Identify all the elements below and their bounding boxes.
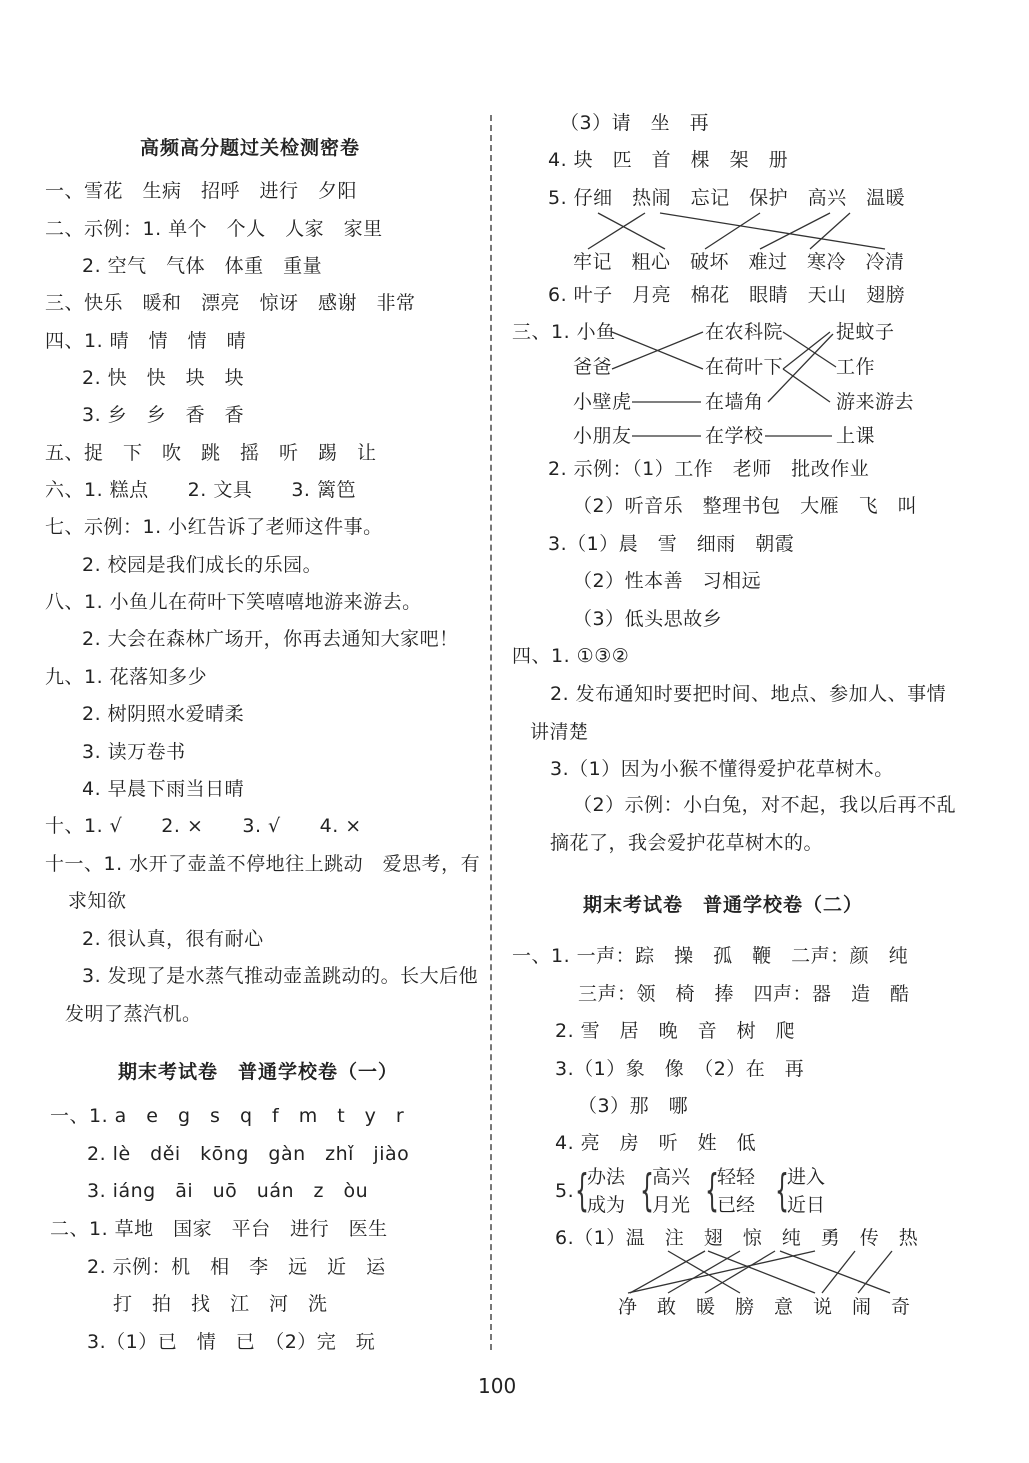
right-answer-line: 讲清楚 [530,721,589,743]
right-answer-line: 5. [555,1180,575,1202]
left-answer-line: 2. lè děi kōng gàn zhǐ jiào [87,1143,410,1165]
left-answer-line: 2. 空气 气体 体重 重量 [82,255,323,277]
right-answer-line: 小朋友 [573,425,632,447]
right-answer-line: 牢记 粗心 破坏 难过 寒冷 冷清 [573,251,905,273]
brace-bottom-word: 近日 [787,1194,826,1216]
right-answer-line: （2）听音乐 整理书包 大雁 飞 叫 [573,495,918,517]
left-answer-line: 2. 示例：机 相 李 远 近 运 [87,1256,386,1278]
right-answer-line: （2）性本善 习相远 [573,570,762,592]
right-answer-line: 爸爸 [573,356,613,378]
right-answer-line: 在农科院 [705,321,784,343]
left-answer-line: 2. 校园是我们成长的乐园。 [82,554,323,576]
right-answer-line: 4. 亮 房 听 姓 低 [555,1132,757,1154]
brace-words [787,1163,825,1219]
brace-bottom-word: 已经 [717,1194,756,1216]
left-answer-line: 求知欲 [68,890,127,912]
left-answer-line: 3. 发现了是水蒸气推动壶盖跳动的。长大后他 [82,965,479,987]
right-answer-line: 三声：领 椅 捧 四声：器 造 酷 [578,983,910,1005]
left-answer-line: 一、雪花 生病 招呼 进行 夕阳 [45,180,358,202]
left-section-title: 高频高分题过关检测密卷 [140,137,361,159]
right-answer-line: 四、1. ①③② [512,645,630,667]
brace-words [717,1163,755,1219]
brace-top-word: 进入 [787,1166,826,1188]
right-answer-line: 2. 发布通知时要把时间、地点、参加人、事情 [550,683,947,705]
left-answer-line: 九、1. 花落知多少 [45,666,208,688]
right-answer-line: 3.（1）因为小猴不懂得爱护花草树木。 [550,758,894,780]
left-answer-line: 2. 树阴照水爱晴柔 [82,703,245,725]
right-answer-line: 一、1. 一声：踪 操 孤 鞭 二声：颜 纯 [512,945,909,967]
right-answer-line: 6. 叶子 月亮 棉花 眼睛 天山 翅膀 [548,284,906,306]
right-section-title: 期末考试卷 普通学校卷（二） [583,894,864,916]
left-answer-line: 八、1. 小鱼儿在荷叶下笑嘻嘻地游来游去。 [45,591,422,613]
right-answer-line: 5. 仔细 热闹 忘记 保护 高兴 温暖 [548,187,906,209]
left-answer-line: 十一、1. 水开了壶盖不停地往上跳动 爱思考，有 [45,853,481,875]
right-answer-line: （2）示例：小白兔，对不起，我以后再不乱 [573,794,957,816]
right-answer-line: （3）请 坐 再 [560,112,710,134]
brace-bottom-word: 月光 [652,1194,691,1216]
right-answer-line: 2. 示例：（1）工作 老师 批改作业 [548,458,870,480]
left-answer-line: 2. 快 快 块 块 [82,367,245,389]
left-answer-line: 3. 读万卷书 [82,741,186,763]
right-answer-line: 在墙角 [705,391,764,413]
right-answer-line: 净 敢 暖 膀 意 说 闹 奇 [618,1296,911,1318]
left-answer-line: 3. 乡 乡 香 香 [82,404,245,426]
right-answer-line: 摘花了，我会爱护花草树木的。 [550,832,824,854]
right-answer-line: 3.（1）晨 雪 细雨 朝霞 [548,533,795,555]
left-answer-line: 一、1. a e g s q f m t y r [50,1105,405,1127]
left-answer-line: 十、1. √ 2. × 3. √ 4. × [45,815,362,837]
left-answer-line: 二、示例：1. 单个 个人 人家 家里 [45,218,383,240]
left-answer-line: 发明了蒸汽机。 [65,1003,202,1025]
brace-icon: { [575,1165,589,1216]
left-answer-line: 七、示例：1. 小红告诉了老师这件事。 [45,516,383,538]
brace-top-word: 办法 [587,1166,626,1188]
left-answer-line: 3.（1）已 情 已 （2）完 玩 [87,1331,376,1353]
left-answer-line: 3. iáng āi uō uán z òu [87,1180,369,1202]
left-answer-line: 五、捉 下 吹 跳 摇 听 踢 让 [45,442,377,464]
right-answer-line: 6.（1）温 注 翅 惊 纯 勇 传 热 [555,1227,919,1249]
left-answer-line: 4. 早晨下雨当日晴 [82,778,245,800]
right-answer-line: 2. 雪 居 晚 音 树 爬 [555,1020,796,1042]
brace-words [652,1163,690,1219]
left-section-title: 期末考试卷 普通学校卷（一） [118,1061,399,1083]
left-answer-line: 六、1. 糕点 2. 文具 3. 篱笆 [45,479,357,501]
right-answer-line: 在学校 [705,425,764,447]
right-answer-line: 在荷叶下 [705,356,784,378]
brace-words [587,1163,625,1219]
right-answer-line: 3.（1）象 像 （2）在 再 [555,1058,805,1080]
brace-top-word: 轻轻 [717,1166,756,1188]
right-answer-line: （3）低头思故乡 [573,608,723,630]
left-answer-line: 四、1. 晴 情 情 晴 [45,330,247,352]
page-number: 100 [478,1374,517,1398]
brace-top-word: 高兴 [652,1166,691,1188]
right-answer-line: 捉蚊子 [836,321,895,343]
right-answer-line: 4. 块 匹 首 棵 架 册 [548,149,789,171]
left-answer-line: 打 拍 找 江 河 洗 [113,1293,328,1315]
right-answer-line: 上课 [836,425,876,447]
left-answer-line: 2. 大会在森林广场开，你再去通知大家吧！ [82,628,459,650]
right-answer-line: 游来游去 [836,391,915,413]
left-answer-line: 三、快乐 暖和 漂亮 惊讶 感谢 非常 [45,292,416,314]
brace-icon: { [705,1165,719,1216]
brace-bottom-word: 成为 [587,1194,626,1216]
left-answer-line: 2. 很认真，很有耐心 [82,928,264,950]
right-answer-line: 小壁虎 [573,391,632,413]
right-answer-line: 工作 [836,356,876,378]
right-answer-line: 三、1. 小鱼 [512,321,616,343]
right-answer-line: （3）那 哪 [578,1095,689,1117]
brace-icon: { [640,1165,654,1216]
brace-icon: { [775,1165,789,1216]
left-answer-line: 二、1. 草地 国家 平台 进行 医生 [50,1218,388,1240]
